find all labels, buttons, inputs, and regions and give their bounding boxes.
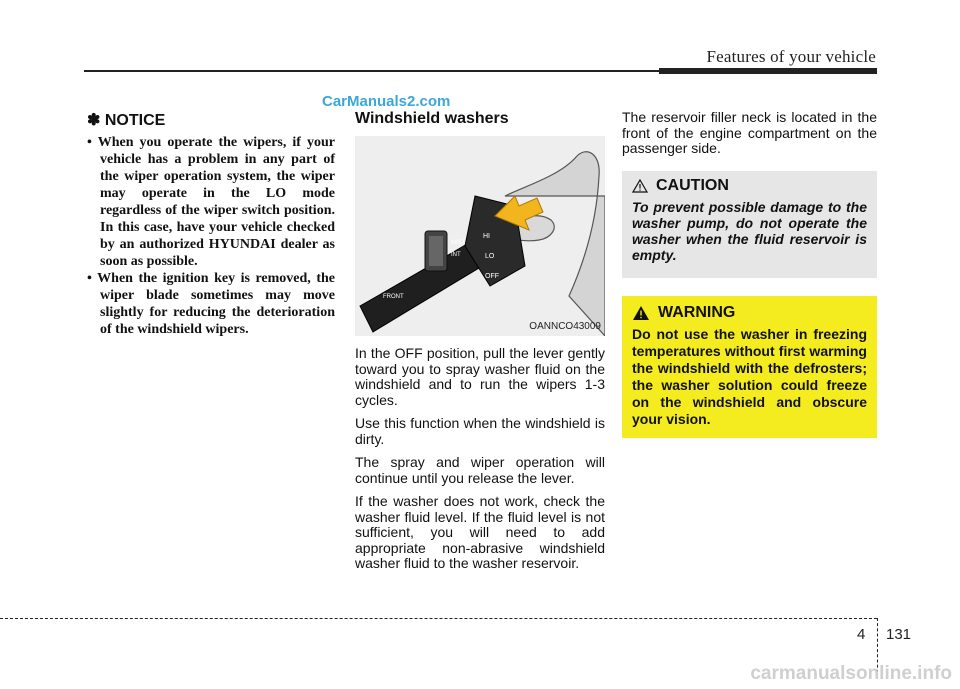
wiper-lever-illustration (355, 136, 605, 336)
caution-title: CAUTION (656, 177, 729, 194)
wiper-lever-figure (355, 136, 605, 336)
figure-label-front: FRONT (383, 294, 404, 300)
figure-label-lo: LO (485, 253, 495, 260)
warning-title: WARNING (658, 304, 736, 321)
notice-section (87, 110, 335, 338)
notice-item: • When the ignition key is removed, the wiper blade sometimes may move slightly for reducing the deterioration of the windshield wipers. (87, 271, 335, 337)
header-rule-thick (659, 68, 877, 74)
warning-text: Do not use the washer in freezing temperatures without first warming the windshield with the defrosters; the washer solution could freeze on the windshield and obscure your vision. (632, 326, 867, 427)
reservoir-paragraph: The reservoir filler neck is located in the front of the engine compartment on the passenger side. (622, 109, 877, 156)
notice-list (87, 134, 335, 338)
figure-label-off: OFF (485, 273, 499, 280)
caution-text: To prevent possible damage to the washer pump, do not operate the washer when the fluid reservoir is empty. (632, 199, 867, 263)
washers-section (355, 110, 605, 580)
header-rule-thin (84, 70, 659, 72)
washers-paragraph: Use this function when the windshield is dirty. (355, 415, 605, 447)
warning-triangle-icon (632, 305, 650, 321)
section-header-title: Features of your vehicle (706, 47, 876, 66)
washers-paragraph: If the washer does not work, check the washer fluid level. If the fluid level is not sufficient, you will need to add appropriate non-abrasive windshield washer fluid to the washer reservoir. (355, 493, 605, 571)
notice-symbol-icon: ✽ (87, 112, 101, 129)
washers-paragraph: The spray and wiper operation will continue until you release the lever. (355, 454, 605, 486)
figure-label-mist: MIST (451, 240, 466, 246)
figure-code: OANNCO43009 (529, 321, 601, 332)
footer-rule (0, 618, 877, 619)
chapter-number: 4 (857, 626, 866, 643)
washers-paragraph: In the OFF position, pull the lever gently toward you to spray washer fluid on the windshield and to run the wipers 1-3 cycles. (355, 345, 605, 408)
reservoir-section (622, 110, 877, 165)
warning-heading (632, 304, 867, 322)
caution-triangle-icon (632, 179, 648, 193)
notice-item: • When you operate the wipers, if your vehicle has a problem in any part of the wiper operation system, the wiper may operate in the LO mode regardless of the wiper switch position. In this case, have your vehicle checked by an authorized HYUNDAI dealer as soon as possible. (87, 135, 335, 269)
page-number: 131 (886, 626, 912, 643)
caution-box (622, 171, 877, 278)
caution-heading (632, 177, 867, 195)
warning-box (622, 296, 877, 438)
notice-heading (87, 110, 335, 130)
figure-label-int: INT (451, 252, 461, 258)
notice-title: NOTICE (104, 112, 166, 129)
watermark-bottom: carmanualsonline.info (750, 663, 952, 684)
washers-title: Windshield washers (355, 110, 509, 127)
figure-label-hi: HI (483, 233, 490, 240)
watermark-top: CarManuals2.com (322, 93, 451, 110)
